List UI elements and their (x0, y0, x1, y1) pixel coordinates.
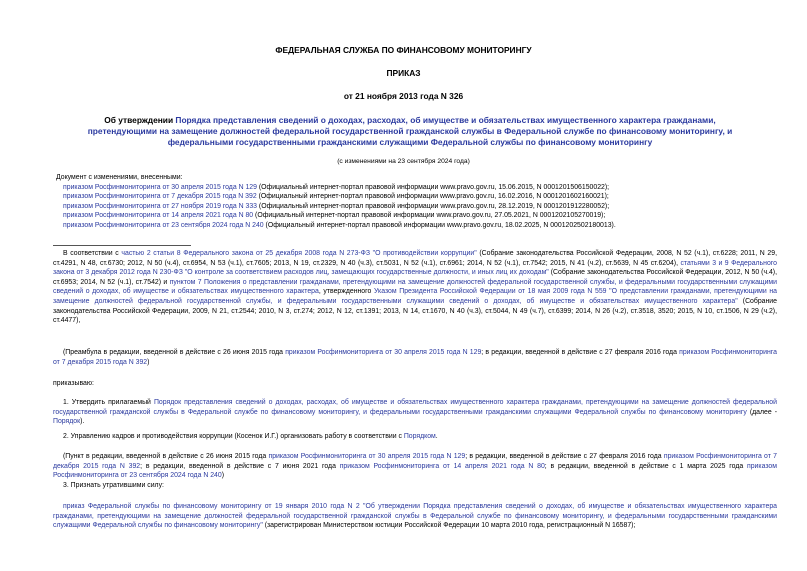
procedure-ref-link[interactable]: Порядком (403, 433, 436, 440)
text-span: 2. Управлению кадров и противодействия коррупции (Косенок И.Г.) организовать работу в соответствии с (63, 433, 404, 440)
list-item (53, 211, 713, 221)
repealed-order-link[interactable]: приказ Федеральной службы по финансовому мониторингу от 19 января 2010 года N 2 "Об утверждении Порядка представления сведений о доходах, об имуществе и обязательствах имущественного характера гражданами, претендующими на замещение должностей федеральной государственной гражданской службы в Федеральной службе по финансовому мониторингу, и федеральными государственными гражданскими служащими Федеральной службы по финансовому мониторингу" (53, 503, 777, 530)
preamble-edition-note (53, 348, 777, 367)
order-80-link[interactable]: приказом Росфинмониторинга от 14 апреля 2021 года N 80 (339, 462, 545, 470)
procedure-link[interactable]: Порядок представления сведений о доходах, расходах, об имуществе и обязательствах имущественного характера гражданами, претендующими на замещение должностей федеральной государственной гражданской службы в Федеральной службе по финансовому мониторингу, и федеральными государственными гражданскими служащими Федеральной службы по финансовому мониторингу (53, 399, 777, 416)
law-230-link[interactable]: статьями 3 и 9 Федерального закона от 3 декабря 2012 года N 230-ФЗ "О контроле за соответствием расходов лиц, замещающих государственные должности, и иных лиц их доходам" (53, 259, 777, 277)
order-129-link[interactable]: приказом Росфинмониторинга от 30 апреля 2015 года N 129 (268, 453, 466, 460)
presidential-decree-link[interactable]: Указом Президента Российской Федерации от 18 мая 2009 года N 559 "О представлении гражданами, претендующими на замещение должностей федеральной государственной службы, и федеральными государственными служащими сведений о доходах, об имуществе и обязательствах имущественного характера" (53, 288, 777, 305)
change-link[interactable]: приказом Росфинмониторинга от 23 сентября 2024 года N 240 (63, 221, 264, 229)
title-procedure-link[interactable]: Порядка представления сведений о доходах, расходах, об имуществе и обязательствах имущественного характера гражданами, претендующими на замещение должностей федеральной государственной гражданской службы в Федеральной службе по финансовому мониторингу, и федеральными государственными гражданскими служащими Федеральной службы по финансовому мониторингу (87, 115, 733, 147)
order-392-link[interactable]: приказом Росфинмониторинга от 7 декабря 2015 года N 392 (53, 453, 777, 470)
change-source: (Официальный интернет-портал правовой информации www.pravo.gov.ru, 27.05.2021, N 0001202105270019); (253, 212, 606, 220)
organization-heading: ФЕДЕРАЛЬНАЯ СЛУЖБА ПО ФИНАНСОВОМУ МОНИТОРИНГУ (275, 45, 532, 55)
order-392-link[interactable]: приказом Росфинмониторинга от 7 декабря 2015 года N 392 (53, 349, 777, 366)
change-link[interactable]: приказом Росфинмониторинга от 30 апреля 2015 года N 129 (63, 183, 257, 191)
document-title (70, 115, 750, 148)
separator-line (53, 245, 191, 246)
orders-word: приказываю: (53, 380, 94, 387)
text-span: ; в редакции, введенной в действие с 7 июня 2021 года (140, 462, 340, 470)
list-item (53, 192, 713, 202)
list-item (53, 202, 713, 212)
order-240-link[interactable]: приказом Росфинмониторинга от 23 сентября 2024 года N 240 (53, 462, 777, 480)
text-span: ) (147, 358, 150, 366)
text-span: ; в редакции, введенной в действие с 27 февраля 2016 года (465, 453, 664, 460)
text-span: (Собрание законодательства Российской Федерации, 2008, N 52 (ч.1), ст.6228; 2011, N 29, ст.4291, N 48, ст.6730; 2012, N 50 (ч.4), ст.6954, N 53 (ч.1), ст.7605; 2013, N 19, ст.2329, N 40 (ч.3), ст.5031, N 52 (ч.1), ст.6961; 2014, N 52 (ч.1), ст.7542; 2015, N 41 (ч.2), ст.5639, N 45 ст.6204), (53, 250, 777, 267)
change-link[interactable]: приказом Росфинмониторинга от 14 апреля 2021 года N 80 (63, 212, 254, 220)
order-129-link[interactable]: приказом Росфинмониторинга от 30 апреля 2015 года N 129 (285, 349, 482, 356)
change-source: (Официальный интернет-портал правовой информации www.pravo.gov.ru, 15.06.2015, N 0001201506150022); (256, 183, 610, 191)
text-span: (зарегистрирован Министерством юстиции Российской Федерации 10 марта 2010 года, регистрационный N 16587); (262, 522, 636, 530)
procedure-short-link[interactable]: Порядок (53, 418, 81, 426)
edition-note: (с изменениями на 23 сентября 2024 года) (337, 158, 470, 165)
item-3-paragraph: 3. Признать утратившими силу: (63, 482, 164, 489)
item-2-edition-note (53, 452, 777, 481)
text-span: ) (221, 472, 225, 480)
regulation-point-7-link[interactable]: пунктом 7 Положения о представлении гражданами, претендующими на замещение должностей федеральной государственной службы, и федеральными государственными служащими сведений о доходах, об имуществе и обязательствах имущественного характера (53, 278, 778, 296)
repealed-order-paragraph (53, 502, 777, 531)
change-link[interactable]: приказом Росфинмониторинга от 27 ноября 2019 года N 333 (63, 202, 258, 210)
law-273-link[interactable]: частью 2 статьи 8 Федерального закона от 25 декабря 2008 года N 273-ФЗ "О противодействии коррупции" (121, 250, 477, 257)
text-span: (далее - (746, 408, 777, 416)
document-date-heading: от 21 ноября 2013 года N 326 (343, 91, 464, 101)
text-span: ; в редакции, введенной в действие с 27 февраля 2016 года (481, 349, 680, 356)
text-span: ). (80, 418, 85, 426)
list-item (53, 221, 713, 231)
change-source: (Официальный интернет-портал правовой информации www.pravo.gov.ru, 28.12.2019, N 0001201912280052); (257, 202, 610, 210)
document-type-heading: ПРИКАЗ (386, 68, 421, 78)
text-span: , утвержденного (318, 288, 374, 296)
text-span: (Собрание законодательства Российской Федерации, 2009, N 21, ст.2544; 2010, N 3, ст.274; 2012, N 12, ст.1391; 2013, N 14, ст.1670, N 40 (ч.3), ст.5044, N 49 (ч.7), ст.6399; 2014, N 26 (ч.2), ст.3518, 3520; 2015, N 10, ст.1506, N 29 (ч.2), ст.4477), (53, 297, 777, 325)
text-span: 1. Утвердить прилагаемый (63, 399, 154, 406)
list-item (53, 183, 713, 193)
text-span: (Пункт в редакции, введенной в действие с 26 июня 2015 года (63, 453, 269, 460)
text-span: ; в редакции, введенной в действие с 1 марта 2025 года (544, 462, 747, 470)
preamble-paragraph (53, 249, 777, 326)
text-span: (Преамбула в редакции, введенной в действие с 26 июня 2015 года (63, 349, 286, 356)
text-span: (Собрание законодательства Российской Федерации, 2012, N 50 (ч.4), ст.6953; 2014, N 52 (ч.1), ст.7542) и (53, 269, 777, 286)
changes-heading: Документ с изменениями, внесенными: (56, 174, 183, 181)
change-source: (Официальный интернет-портал правовой информации www.pravo.gov.ru, 18.02.2025, N 0001202502180013). (263, 221, 616, 229)
item-1-paragraph (53, 398, 777, 427)
change-link[interactable]: приказом Росфинмониторинга от 7 декабря 2015 года N 392 (63, 193, 257, 201)
change-source: (Официальный интернет-портал правовой информации www.pravo.gov.ru, 16.02.2016, N 0001201602160021); (256, 193, 609, 201)
title-prefix: Об утверждении (104, 115, 176, 125)
text-span: . (435, 433, 438, 440)
item-2-paragraph (53, 432, 777, 442)
text-span: В соответствии с (63, 250, 122, 257)
changes-list (53, 173, 713, 231)
